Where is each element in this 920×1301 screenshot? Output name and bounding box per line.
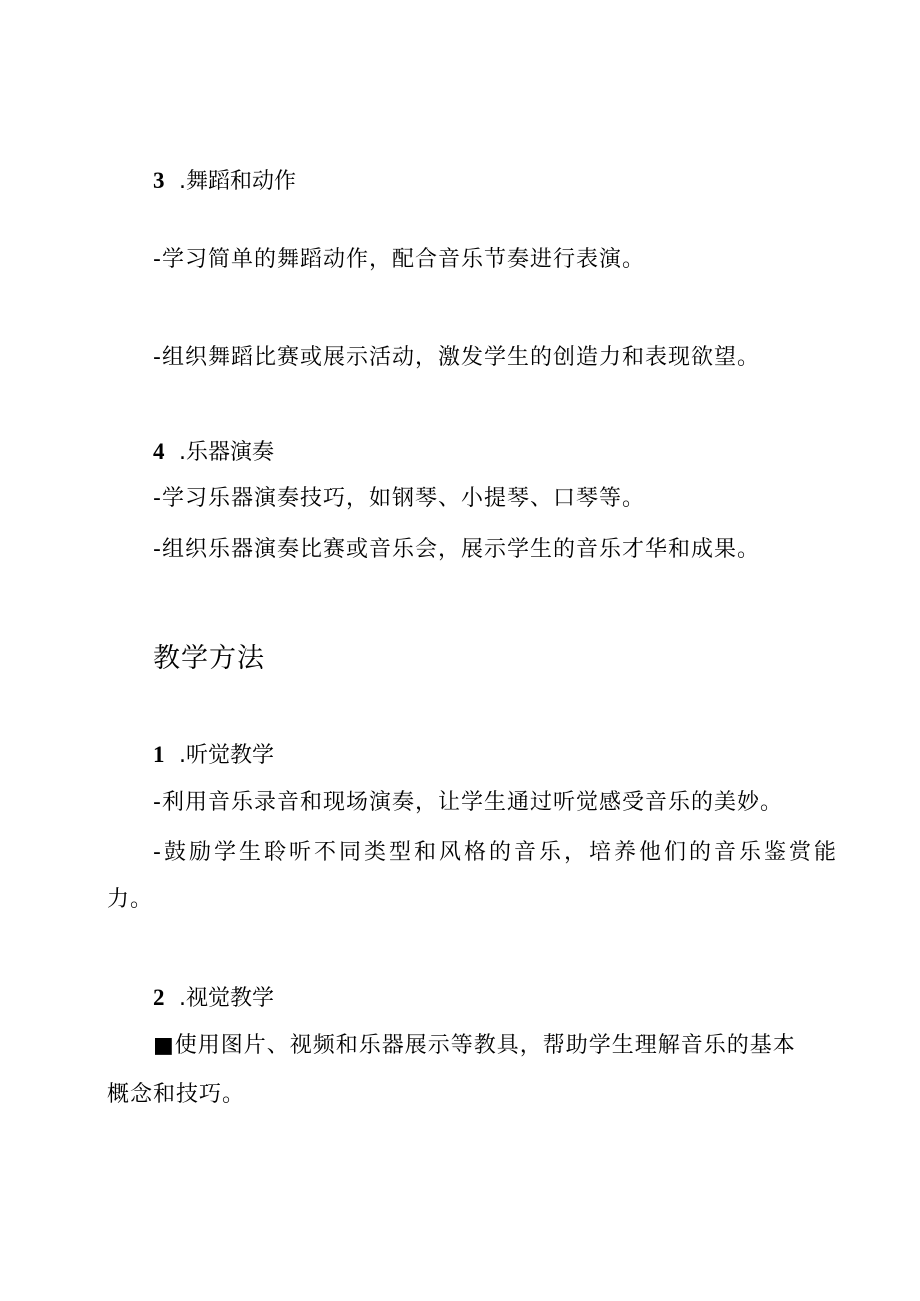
dance-item-2: -组织舞蹈比赛或展示活动，激发学生的创造力和表现欲望。 (153, 345, 760, 370)
listening-item-2-continued: 力。 (107, 887, 154, 912)
instrument-item-2: -组织乐器演奏比赛或音乐会，展示学生的音乐才华和成果。 (153, 537, 760, 562)
subheading-number: 3 (153, 168, 165, 193)
visual-item-1-continued: 概念和技巧。 (107, 1082, 246, 1107)
subheading-title: .听觉教学 (179, 743, 274, 768)
subheading-dance (153, 166, 296, 197)
listening-item-1: -利用音乐录音和现场演奏，让学生通过听觉感受音乐的美妙。 (153, 790, 783, 815)
subheading-listening (153, 740, 274, 771)
subheading-visual (153, 983, 274, 1014)
subheading-number: 1 (153, 742, 165, 767)
subheading-title: .乐器演奏 (179, 440, 274, 465)
instrument-item-1: -学习乐器演奏技巧，如钢琴、小提琴、口琴等。 (153, 486, 645, 511)
subheading-title: .视觉教学 (179, 986, 274, 1011)
subheading-number: 4 (153, 439, 165, 464)
section-title: 教学方法 (153, 643, 265, 674)
subheading-title: .舞蹈和动作 (179, 169, 296, 194)
visual-item-1: ■使用图片、视频和乐器展示等教具，帮助学生理解音乐的基本 (153, 1033, 796, 1058)
subheading-instrument (153, 437, 274, 468)
listening-item-2: -鼓励学生聆听不同类型和风格的音乐，培养他们的音乐鉴赏能 (153, 840, 839, 865)
subheading-number: 2 (153, 985, 165, 1010)
dance-item-1: -学习简单的舞蹈动作，配合音乐节奏进行表演。 (153, 247, 645, 272)
